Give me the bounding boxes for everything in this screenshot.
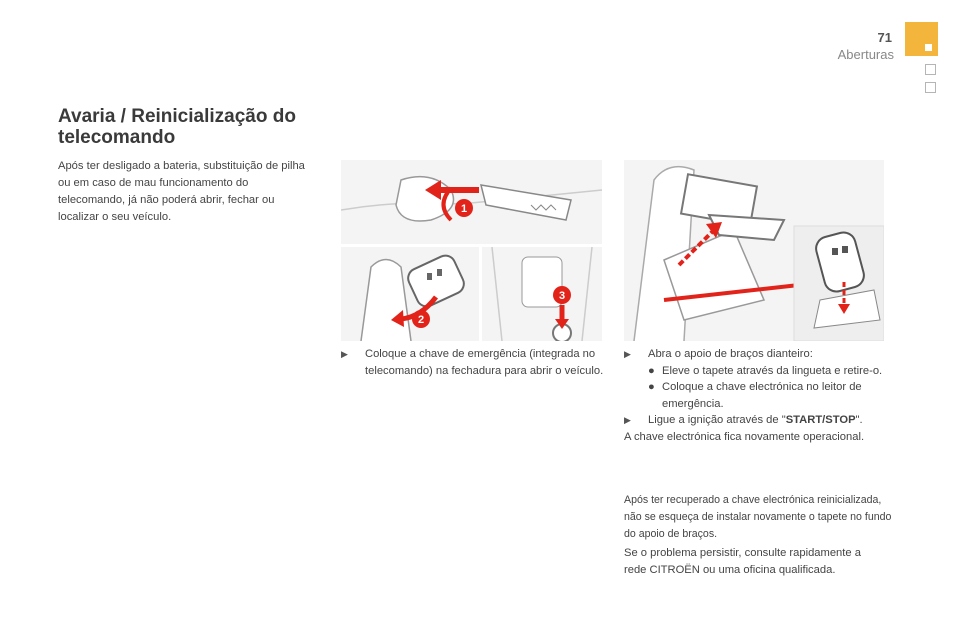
bullet-dot-icon: ● <box>648 364 655 377</box>
section-name: Aberturas <box>837 47 894 62</box>
bullet-dot-icon: ● <box>648 381 655 393</box>
tab-box-empty <box>925 82 936 93</box>
note-reinstall-mat: Após ter recuperado a chave electrónica reinicializada, não se esqueça de instalar novamente o tapete no fundo do apoio de braços. <box>624 494 892 540</box>
tab-box-empty <box>925 64 936 75</box>
step-right-sub-1: Eleve o tapete através da lingueta e retire-o. <box>662 364 883 377</box>
step-right-main: Abra o apoio de braços dianteiro: <box>648 348 813 360</box>
step-arrow-icon: ▶ <box>624 415 631 425</box>
figure-door-key <box>341 160 602 244</box>
figure-armrest <box>624 160 884 341</box>
intro-paragraph: Após ter desligado a bateria, substituição de pilha ou em caso de mau funcionamento do telecomando, já não poderá abrir, fechar ou localizar o seu veículo. <box>58 160 305 223</box>
step-arrow-icon: ▶ <box>341 349 348 359</box>
page-title: Avaria / Reinicialização do telecomando <box>58 106 296 148</box>
ignition-prefix: Ligue a ignição através de " <box>648 414 786 426</box>
ignition-suffix: ". <box>855 414 863 426</box>
page-number: 71 <box>877 30 892 45</box>
figure-start-stop <box>482 247 602 341</box>
start-stop-label: START/STOP <box>785 414 856 426</box>
figure-label-3: 3 <box>558 290 566 302</box>
figure-label-1: 1 <box>460 203 468 215</box>
figure-key-insert <box>341 247 479 341</box>
step-right-result: A chave electrónica fica novamente operacional. <box>624 430 865 443</box>
section-tab <box>905 22 938 56</box>
step-right-sub-2: Coloque a chave electrónica no leitor de emergência. <box>662 381 862 410</box>
step-left-text: Coloque a chave de emergência (integrada no telecomando) na fechadura para abrir o veículo. <box>365 348 604 377</box>
step-left <box>341 346 609 379</box>
step-arrow-icon: ▶ <box>624 349 631 359</box>
figure-label-2: 2 <box>417 314 425 326</box>
step-right <box>624 346 892 445</box>
note-contact-network: Se o problema persistir, consulte rapidamente a rede CITROËN ou uma oficina qualificada. <box>624 547 861 576</box>
